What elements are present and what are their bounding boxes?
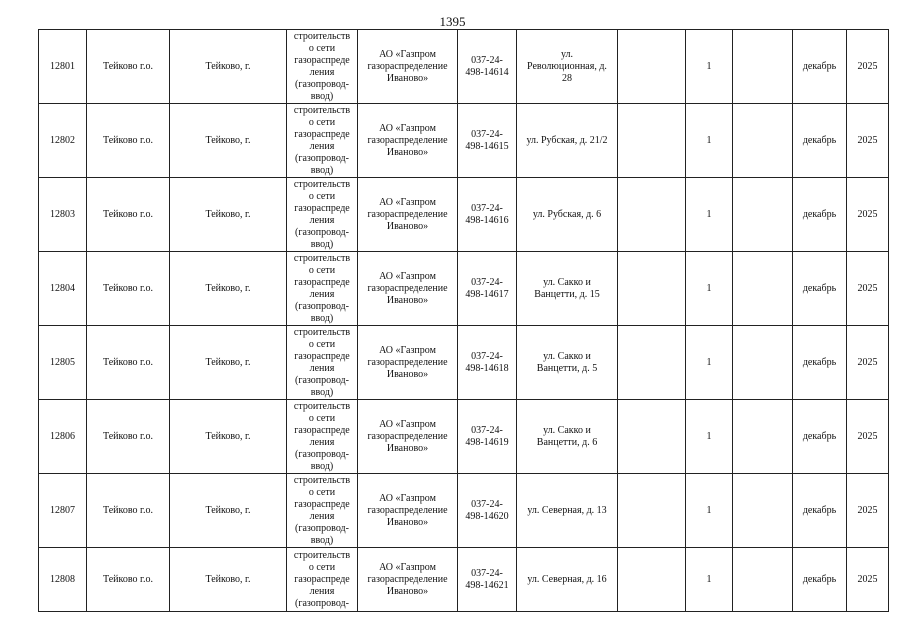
object-code-line: 498-14615	[465, 140, 509, 152]
work-type-line: ввод)	[310, 238, 334, 250]
organization-cell	[358, 30, 458, 104]
work-type-line: строительств	[293, 178, 351, 190]
address-cell	[517, 326, 618, 400]
work-type-line: ввод)	[310, 164, 334, 176]
work-type-line: строительств	[293, 104, 351, 116]
organization-line: газораспределение	[367, 134, 448, 146]
work-type-line: ления	[309, 510, 335, 522]
work-type-line: о сети	[308, 42, 336, 54]
work-type-line: ввод)	[310, 386, 334, 398]
object-code-line: 037-24-	[471, 128, 503, 140]
work-type-line: ления	[309, 585, 335, 597]
object-code-cell	[458, 178, 517, 252]
organization-line: АО «Газпром	[379, 122, 436, 134]
quantity-cell: 1	[686, 104, 733, 178]
table-row	[39, 252, 889, 326]
object-code-cell	[458, 252, 517, 326]
work-type-line: (газопровод-	[295, 226, 349, 238]
address-line: ул. Рубская, д. 6	[532, 208, 602, 220]
work-type-line: газораспреде	[294, 573, 350, 585]
organization-line: газораспределение	[367, 60, 448, 72]
quantity-cell: 1	[686, 30, 733, 104]
work-type-line: (газопровод-	[295, 522, 349, 534]
work-type-line: ввод)	[310, 90, 334, 102]
organization-line: Иваново»	[386, 585, 429, 597]
empty-cell	[733, 178, 793, 252]
district-cell: Тейково г.о.	[87, 178, 170, 252]
organization-line: газораспределение	[367, 282, 448, 294]
object-code-line: 037-24-	[471, 202, 503, 214]
year-cell: 2025	[847, 326, 889, 400]
object-code-line: 498-14616	[465, 214, 509, 226]
organization-line: Иваново»	[386, 72, 429, 84]
address-line: 28	[562, 72, 572, 84]
address-cell	[517, 548, 618, 612]
work-type-line: газораспреде	[294, 350, 350, 362]
empty-cell	[733, 30, 793, 104]
organization-line: Иваново»	[386, 146, 429, 158]
object-code-cell	[458, 104, 517, 178]
work-type-line: строительств	[293, 549, 351, 561]
object-code-cell	[458, 30, 517, 104]
organization-line: Иваново»	[386, 442, 429, 454]
organization-line: АО «Газпром	[379, 561, 436, 573]
object-code-line: 037-24-	[471, 498, 503, 510]
work-type-line: о сети	[308, 264, 336, 276]
object-code-line: 037-24-	[471, 276, 503, 288]
organization-cell	[358, 474, 458, 548]
row-number-cell: 12805	[39, 326, 87, 400]
empty-cell	[618, 548, 686, 612]
organization-cell	[358, 178, 458, 252]
work-type-line: строительств	[293, 474, 351, 486]
empty-cell	[733, 548, 793, 612]
quantity-cell: 1	[686, 548, 733, 612]
object-code-cell	[458, 326, 517, 400]
locality-cell: Тейково, г.	[170, 252, 287, 326]
empty-cell	[733, 104, 793, 178]
work-type-line: газораспреде	[294, 54, 350, 66]
district-cell: Тейково г.о.	[87, 252, 170, 326]
year-cell: 2025	[847, 104, 889, 178]
year-cell: 2025	[847, 30, 889, 104]
district-cell: Тейково г.о.	[87, 548, 170, 612]
work-type-line: ввод)	[310, 460, 334, 472]
work-type-line: ввод)	[310, 534, 334, 546]
object-code-line: 498-14620	[465, 510, 509, 522]
work-type-line: (газопровод-	[295, 374, 349, 386]
work-type-line: о сети	[308, 486, 336, 498]
year-cell: 2025	[847, 474, 889, 548]
month-cell: декабрь	[793, 178, 847, 252]
table-row	[39, 326, 889, 400]
work-type-line: о сети	[308, 116, 336, 128]
work-type-line: (газопровод-	[295, 448, 349, 460]
district-cell: Тейково г.о.	[87, 474, 170, 548]
table-row	[39, 104, 889, 178]
table-row	[39, 400, 889, 474]
work-type-cell	[287, 548, 358, 612]
object-code-cell	[458, 548, 517, 612]
address-cell	[517, 252, 618, 326]
quantity-cell: 1	[686, 400, 733, 474]
locality-cell: Тейково, г.	[170, 30, 287, 104]
work-type-line: ввод)	[310, 312, 334, 324]
organization-cell	[358, 548, 458, 612]
district-cell: Тейково г.о.	[87, 400, 170, 474]
work-type-line: газораспреде	[294, 424, 350, 436]
work-type-line: строительств	[293, 252, 351, 264]
work-type-line: ления	[309, 436, 335, 448]
empty-cell	[618, 30, 686, 104]
district-cell: Тейково г.о.	[87, 326, 170, 400]
month-cell: декабрь	[793, 30, 847, 104]
locality-cell: Тейково, г.	[170, 548, 287, 612]
address-cell	[517, 178, 618, 252]
address-line: ул. Северная, д. 13	[527, 504, 607, 516]
month-cell: декабрь	[793, 474, 847, 548]
work-type-line: газораспреде	[294, 128, 350, 140]
empty-cell	[733, 474, 793, 548]
locality-cell: Тейково, г.	[170, 178, 287, 252]
address-line: ул. Сакко и	[543, 276, 591, 288]
page-number: 1395	[439, 14, 466, 29]
organization-line: АО «Газпром	[379, 270, 436, 282]
work-type-line: о сети	[308, 412, 336, 424]
organization-line: АО «Газпром	[379, 344, 436, 356]
table-row	[39, 474, 889, 548]
locality-cell: Тейково, г.	[170, 400, 287, 474]
object-code-line: 498-14614	[465, 66, 509, 78]
object-code-cell	[458, 474, 517, 548]
address-cell	[517, 474, 618, 548]
empty-cell	[618, 178, 686, 252]
object-code-line: 498-14617	[465, 288, 509, 300]
address-line: Ванцетти, д. 6	[536, 436, 598, 448]
work-type-line: ления	[309, 288, 335, 300]
empty-cell	[618, 104, 686, 178]
month-cell: декабрь	[793, 400, 847, 474]
address-cell	[517, 400, 618, 474]
organization-line: АО «Газпром	[379, 196, 436, 208]
work-type-line: ления	[309, 214, 335, 226]
table-row	[39, 178, 889, 252]
year-cell: 2025	[847, 548, 889, 612]
address-line: ул. Северная, д. 16	[527, 573, 607, 585]
address-line: Ванцетти, д. 15	[534, 288, 600, 300]
organization-line: Иваново»	[386, 220, 429, 232]
organization-line: газораспределение	[367, 430, 448, 442]
work-type-cell	[287, 178, 358, 252]
empty-cell	[618, 474, 686, 548]
quantity-cell: 1	[686, 474, 733, 548]
work-type-cell	[287, 252, 358, 326]
row-number-cell: 12806	[39, 400, 87, 474]
table-row	[39, 30, 889, 104]
quantity-cell: 1	[686, 326, 733, 400]
empty-cell	[733, 400, 793, 474]
locality-cell: Тейково, г.	[170, 326, 287, 400]
work-type-cell	[287, 104, 358, 178]
row-number-cell: 12803	[39, 178, 87, 252]
work-type-line: (газопровод-	[295, 597, 349, 609]
organization-line: АО «Газпром	[379, 418, 436, 430]
work-type-line: о сети	[308, 561, 336, 573]
address-line: ул. Сакко и	[543, 350, 591, 362]
work-type-line: ления	[309, 66, 335, 78]
address-cell	[517, 104, 618, 178]
row-number-cell: 12804	[39, 252, 87, 326]
row-number-cell: 12801	[39, 30, 87, 104]
object-code-line: 037-24-	[471, 350, 503, 362]
empty-cell	[733, 326, 793, 400]
empty-cell	[618, 252, 686, 326]
quantity-cell: 1	[686, 252, 733, 326]
address-line: ул.	[560, 48, 574, 60]
table-row	[39, 548, 889, 612]
row-number-cell: 12808	[39, 548, 87, 612]
organization-cell	[358, 104, 458, 178]
empty-cell	[618, 326, 686, 400]
organization-line: Иваново»	[386, 368, 429, 380]
object-code-line: 498-14621	[465, 579, 509, 591]
work-type-line: о сети	[308, 190, 336, 202]
month-cell: декабрь	[793, 104, 847, 178]
work-type-line: газораспреде	[294, 276, 350, 288]
organization-line: АО «Газпром	[379, 492, 436, 504]
row-number-cell: 12802	[39, 104, 87, 178]
registry-table	[38, 29, 889, 612]
organization-line: Иваново»	[386, 294, 429, 306]
work-type-line: ления	[309, 362, 335, 374]
work-type-line: (газопровод-	[295, 300, 349, 312]
year-cell: 2025	[847, 400, 889, 474]
work-type-line: строительств	[293, 30, 351, 42]
work-type-line: о сети	[308, 338, 336, 350]
organization-line: газораспределение	[367, 208, 448, 220]
object-code-line: 037-24-	[471, 54, 503, 66]
address-line: Революционная, д.	[527, 60, 607, 72]
work-type-line: (газопровод-	[295, 152, 349, 164]
locality-cell: Тейково, г.	[170, 104, 287, 178]
work-type-line: ления	[309, 140, 335, 152]
row-number-cell: 12807	[39, 474, 87, 548]
work-type-cell	[287, 400, 358, 474]
district-cell: Тейково г.о.	[87, 104, 170, 178]
work-type-cell	[287, 30, 358, 104]
work-type-cell	[287, 474, 358, 548]
year-cell: 2025	[847, 178, 889, 252]
object-code-line: 498-14618	[465, 362, 509, 374]
organization-line: газораспределение	[367, 504, 448, 516]
quantity-cell: 1	[686, 178, 733, 252]
work-type-cell	[287, 326, 358, 400]
address-line: ул. Рубская, д. 21/2	[526, 134, 608, 146]
work-type-line: газораспреде	[294, 498, 350, 510]
empty-cell	[733, 252, 793, 326]
organization-line: АО «Газпром	[379, 48, 436, 60]
address-line: Ванцетти, д. 5	[536, 362, 598, 374]
work-type-line: газораспреде	[294, 202, 350, 214]
address-line: ул. Сакко и	[543, 424, 591, 436]
district-cell: Тейково г.о.	[87, 30, 170, 104]
month-cell: декабрь	[793, 548, 847, 612]
organization-cell	[358, 326, 458, 400]
year-cell: 2025	[847, 252, 889, 326]
object-code-line: 498-14619	[465, 436, 509, 448]
object-code-line: 037-24-	[471, 424, 503, 436]
organization-line: Иваново»	[386, 516, 429, 528]
organization-cell	[358, 252, 458, 326]
object-code-cell	[458, 400, 517, 474]
object-code-line: 037-24-	[471, 567, 503, 579]
locality-cell: Тейково, г.	[170, 474, 287, 548]
month-cell: декабрь	[793, 326, 847, 400]
organization-line: газораспределение	[367, 573, 448, 585]
month-cell: декабрь	[793, 252, 847, 326]
organization-cell	[358, 400, 458, 474]
address-cell	[517, 30, 618, 104]
work-type-line: строительств	[293, 400, 351, 412]
organization-line: газораспределение	[367, 356, 448, 368]
empty-cell	[618, 400, 686, 474]
work-type-line: (газопровод-	[295, 78, 349, 90]
work-type-line: строительств	[293, 326, 351, 338]
